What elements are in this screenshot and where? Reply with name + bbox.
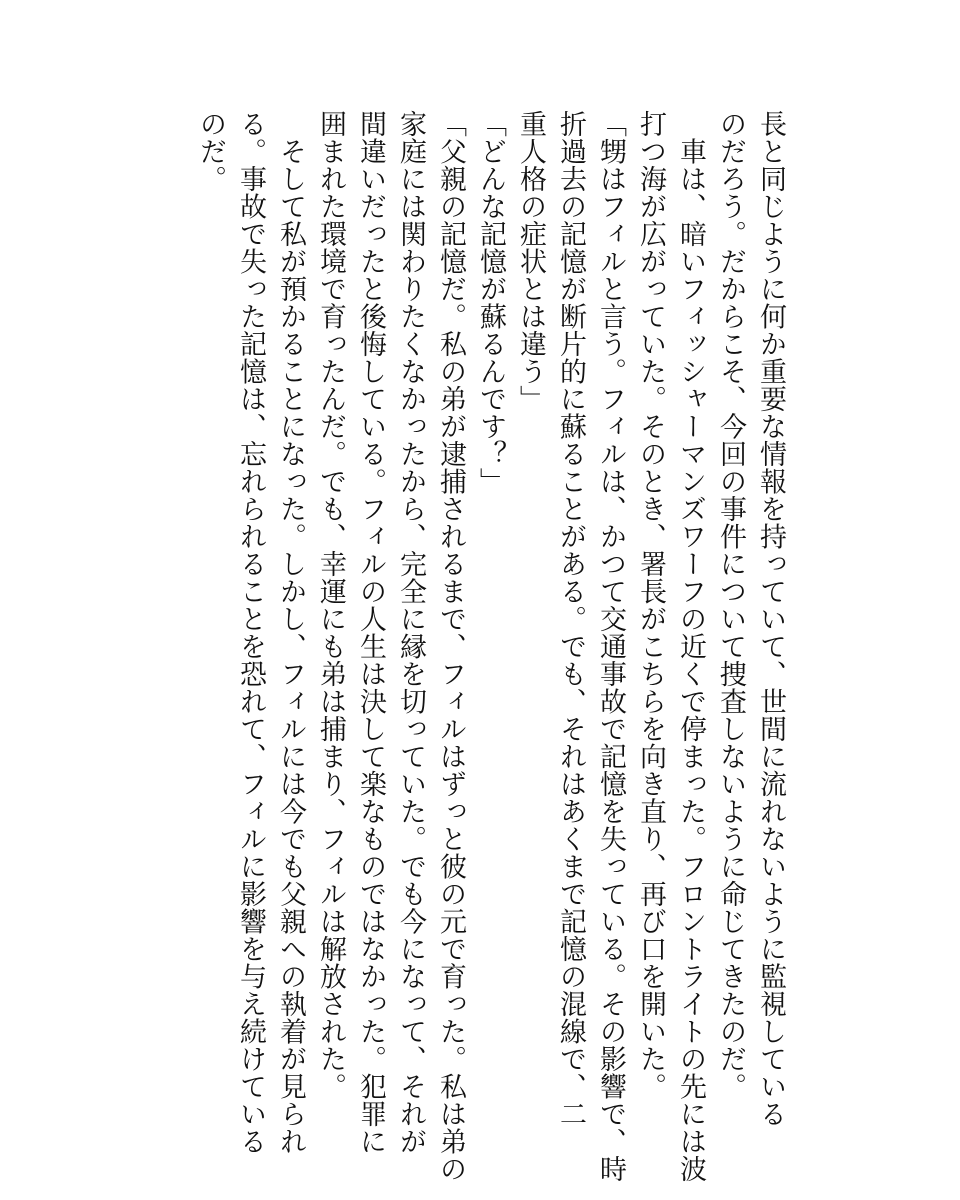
text-line: 車は、暗いフィッシャーマンズワーフの近くで停まった。フロントライトの先には波 (675, 110, 706, 1183)
text-line: そして私が預かることになった。しかし、フィルには今でも父親への執着が見られ (275, 110, 306, 1155)
text-line: 家庭には関わりたくなかったから、完全に縁を切っていた。でも今になって、それが (395, 110, 426, 1155)
text-line: 「父親の記憶だ。私の弟が逮捕されるまで、フィルはずっと彼の元で育った。私は弟の (435, 110, 466, 1183)
text-line: 重人格の症状とは違う」 (515, 110, 546, 413)
text-line: のだろう。だからこそ、今回の事件について捜査しないように命じてきたのだ。 (715, 110, 746, 1100)
text-line: 「どんな記憶が蘇るんです？」 (475, 110, 506, 495)
text-line: 打つ海が広がっていた。そのとき、署長がこちらを向き直り、再び口を開いた。 (635, 110, 666, 1100)
text-line: のだ。 (195, 110, 226, 193)
vertical-text-body (190, 110, 790, 1183)
text-line: 囲まれた環境で育ったんだ。でも、幸運にも弟は捕まり、フィルは解放された。 (315, 110, 346, 1100)
text-line: 間違いだったと後悔している。フィルの人生は決して楽なものではなかった。犯罪に (355, 110, 386, 1155)
text-line: る。事故で失った記憶は、忘れられることを恐れて、フィルに影響を与え続けている (235, 110, 266, 1155)
text-line: 折過去の記憶が断片的に蘇ることがある。でも、それはあくまで記憶の混線で、二 (555, 110, 586, 1128)
text-line: 長と同じように何か重要な情報を持っていて、世間に流れないように監視している (755, 110, 786, 1128)
text-line: 「甥はフィルと言う。フィルは、かつて交通事故で記憶を失っている。その影響で、時 (595, 110, 626, 1183)
